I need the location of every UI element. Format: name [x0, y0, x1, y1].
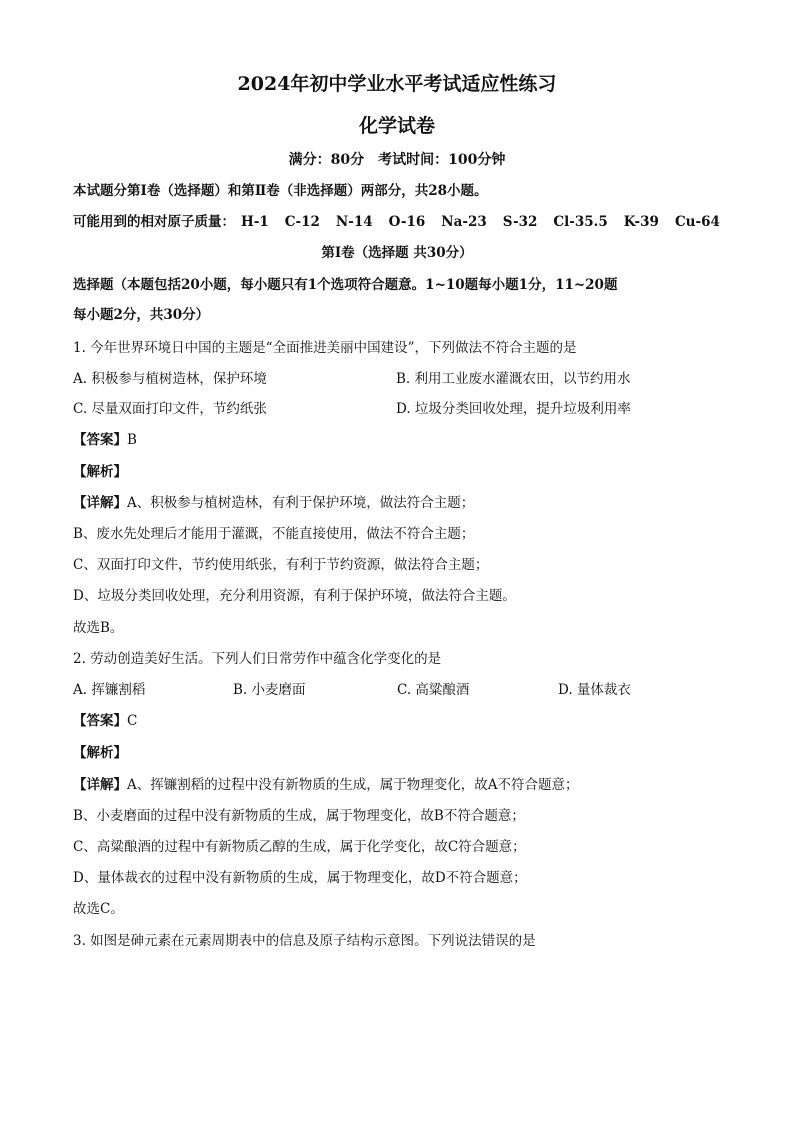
- atomic-mass-item: H-1: [241, 214, 269, 230]
- q2-answer-tag: 【答案】: [73, 713, 127, 729]
- atomic-mass-item: N-14: [335, 214, 373, 230]
- q2-detail-line: [73, 776, 734, 794]
- page-title: 2024年初中学业水平考试适应性练习: [237, 73, 557, 95]
- q1-detail-line: B、废水先处理后才能用于灌溉，不能直接使用，做法不符合主题；: [73, 526, 475, 542]
- q2-detail-tag: 【详解】: [73, 777, 127, 793]
- subject-title: 化学试卷: [358, 115, 435, 137]
- atomic-mass-item: Na-23: [441, 214, 487, 230]
- atomic-mass-item: K-39: [623, 214, 659, 230]
- atomic-mass-item: O-16: [388, 214, 426, 230]
- q1-detail-line: C、双面打印文件，节约使用纸张，有利于节约资源，做法符合主题；: [73, 557, 489, 573]
- section-instruction-line1: 选择题（本题包括20小题，每小题只有1个选项符合题意。1~10题每小题1分，11~20题: [73, 277, 618, 293]
- q1-analysis-tag: 【解析】: [73, 464, 127, 480]
- q2-option-c: C. 高粱酿酒: [397, 682, 470, 698]
- q2-detail-text: A、挥镰割稻的过程中没有新物质的生成，属于物理变化，故A不符合题意；: [127, 777, 579, 793]
- q2-conclusion: 故选C。: [73, 901, 124, 917]
- exam-intro: 本试题分第Ⅰ卷（选择题）和第Ⅱ卷（非选择题）两部分，共28小题。: [73, 183, 488, 199]
- q2-option-b: B. 小麦磨面: [233, 682, 306, 698]
- section-title: 第Ⅰ卷（选择题 共30分）: [321, 245, 473, 261]
- q2-detail-line: B、小麦磨面的过程中没有新物质的生成，属于物理变化，故B不符合题意；: [73, 808, 525, 824]
- q2-answer: C: [127, 713, 138, 729]
- q2-option-a: A. 挥镰割稻: [73, 682, 146, 698]
- q1-detail-tag: 【详解】: [73, 495, 127, 511]
- q1-stem: 1. 今年世界环境日中国的主题是“全面推进美丽中国建设”，下列做法不符合主题的是: [73, 340, 577, 356]
- q2-answer-line: [73, 712, 734, 730]
- section-instruction-line2: 每小题2分，共30分）: [73, 307, 210, 323]
- atomic-mass-item: C-12: [284, 214, 320, 230]
- q2-stem: 2. 劳动创造美好生活。下列人们日常劳作中蕴含化学变化的是: [73, 651, 442, 667]
- q2-option-d: D. 量体裁衣: [558, 682, 631, 698]
- atomic-mass-item: Cl-35.5: [553, 214, 608, 230]
- q1-option-b: B. 利用工业废水灌溉农田，以节约用水: [396, 371, 631, 387]
- q1-option-a: A. 积极参与植树造林，保护环境: [73, 371, 267, 387]
- q1-answer-line: [73, 431, 734, 449]
- atomic-mass-item: Cu-64: [674, 214, 720, 230]
- q2-analysis-tag: 【解析】: [73, 745, 127, 761]
- q2-detail-line: C、高粱酿酒的过程中有新物质乙醇的生成，属于化学变化，故C符合题意；: [73, 839, 526, 855]
- q3-stem: 3. 如图是砷元素在元素周期表中的信息及原子结构示意图。下列说法错误的是: [73, 933, 536, 949]
- atomic-mass-label: 可能用到的相对原子质量：: [73, 214, 235, 230]
- q1-answer: B: [127, 432, 137, 448]
- q1-detail-text: A、积极参与植树造林，有利于保护环境，做法符合主题；: [127, 495, 475, 511]
- q1-detail-line: D、垃圾分类回收处理，充分利用资源，有利于保护环境，做法符合主题。: [73, 588, 516, 604]
- exam-meta: 满分：80分 考试时间：100分钟: [288, 152, 506, 168]
- atomic-mass-item: S-32: [502, 214, 538, 230]
- q1-option-d: D. 垃圾分类回收处理，提升垃圾利用率: [396, 401, 631, 417]
- q1-detail-line: [73, 494, 734, 512]
- q1-option-c: C. 尽量双面打印文件，节约纸张: [73, 401, 267, 417]
- q2-detail-line: D、量体裁衣的过程中没有新物质的生成，属于物理变化，故D不符合题意；: [73, 870, 527, 886]
- atomic-mass-line: [73, 213, 734, 231]
- q1-answer-tag: 【答案】: [73, 432, 127, 448]
- q1-conclusion: 故选B。: [73, 620, 124, 636]
